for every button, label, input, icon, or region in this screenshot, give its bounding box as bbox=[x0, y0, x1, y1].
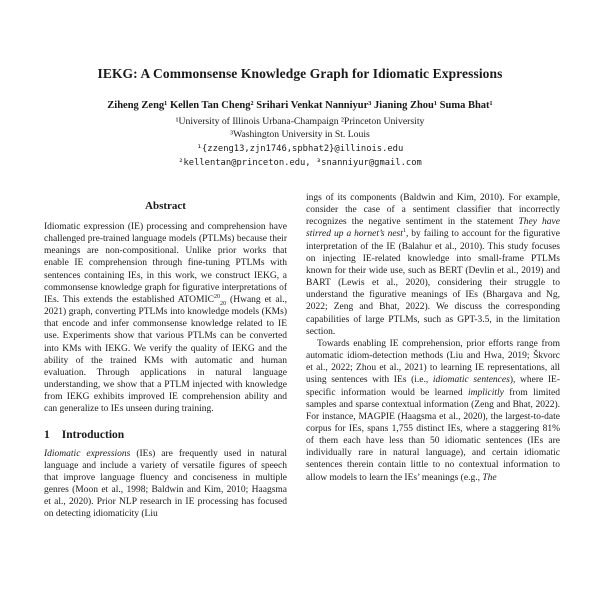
email-line-1: ¹{zzeng13,zjn1746,spbhat2}@illinois.edu bbox=[196, 144, 404, 154]
body-paragraph-continuation: ings of its components (Baldwin and Kim, 2010). For example, consider the case of a sentiment classifier that incorrectly recognizes the negative sentiment in the statement They have stirred up a hornet’s nest$^1$, by failing to account for the figurative interpretation of the IE (Balahur et al., 2010). This study focuses on injecting IE-related knowledge into small-frame PTLMs known for their wide use, such as BERT (Devlin et al., 2019) and BART (Lewis et al., 2020), considering their struggle to understand the figurative meanings of IEs (Bhargava and Ng, 2022; Zeng and Bhat, 2022). We discuss the corresponding capabilities of large PTLMs, such as GPT-3.5, in the limitation section. bbox=[306, 193, 560, 337]
right-column bbox=[306, 192, 560, 600]
left-column bbox=[44, 194, 287, 600]
section-number: 1 bbox=[44, 428, 50, 441]
affiliation-line-2: ³Washington University in St. Louis bbox=[230, 129, 370, 140]
authors-line: Ziheng Zeng¹ Kellen Tan Cheng² Srihari Venkat Nanniyur³ Jianing Zhou¹ Suma Bhat¹ bbox=[107, 100, 493, 111]
email-line-2: ²kellentan@princeton.edu, ³snanniyur@gmail.com bbox=[178, 157, 422, 168]
affiliation-line-1: ¹University of Illinois Urbana-Champaign ²Princeton University bbox=[175, 116, 425, 127]
section-heading-introduction bbox=[44, 429, 287, 441]
paper-header bbox=[0, 0, 600, 170]
paper-title: IEKG: A Commonsense Knowledge Graph for Idiomatic Expressions bbox=[97, 66, 503, 81]
introduction-paragraph: Idiomatic expressions (IEs) are frequently used in natural language and include a variety of versatile figures of speech that improve language fluency and conciseness in multiple genres (Moon et al., 1998; Baldwin and Kim, 2010; Haagsma et al., 2020). Prior NLP research in IE processing has focused on detecting idiomaticity (Liu bbox=[44, 448, 287, 520]
abstract-text: Idiomatic expression (IE) processing and comprehension have challenged pre-trained language models (PTLMs) because their meanings are non-compositional. Unlike prior works that enable IE comprehension through fine-tuning PTLMs with sentences containing IEs, in this work, we construct IEKG, a commonsense knowledge graph for figurative interpretations of IEs. This extends the established $ATOMIC^{20}_{20}$ (Hwang et al., 2021) graph, converting PTLMs into knowledge models (KMs) that encode and infer commonsense knowledge related to IE use. Experiments show that various PTLMs can be converted into KMs with IEKG. We verify the quality of IEKG and the ability of the trained KMs with automatic and human evaluation. Through applications in natural language understanding, we show that a PTLM injected with knowledge from IEKG exhibits improved IE comprehension ability and can generalize to IEs unseen during training. bbox=[44, 222, 287, 415]
abstract-heading: Abstract bbox=[145, 200, 186, 212]
section-title: Introduction bbox=[61, 428, 125, 441]
body-paragraph-2: Towards enabling IE comprehension, prior efforts range from automatic idiom-detection methods (Liu and Hwa, 2019; Škvorc et al., 2022; Zhou et al., 2021) to learning IE representations, all using sentences with IEs (i.e., idiomatic sentences), where IE-specific information would be learned implicitly from limited samples and sparse contextual information (Zeng and Bhat, 2022). For instance, MAGPIE (Haagsma et al., 2020), the largest-to-date corpus for IEs, spans 1,755 distinct IEs, where a staggering 81% of them each have less than 50 idiomatic sentences (IEs are individually rare in natural language), and certain idiomatic sentences therein contain little to no contextual information to allow models to learn the IEs’ meanings (e.g., The bbox=[306, 338, 560, 483]
